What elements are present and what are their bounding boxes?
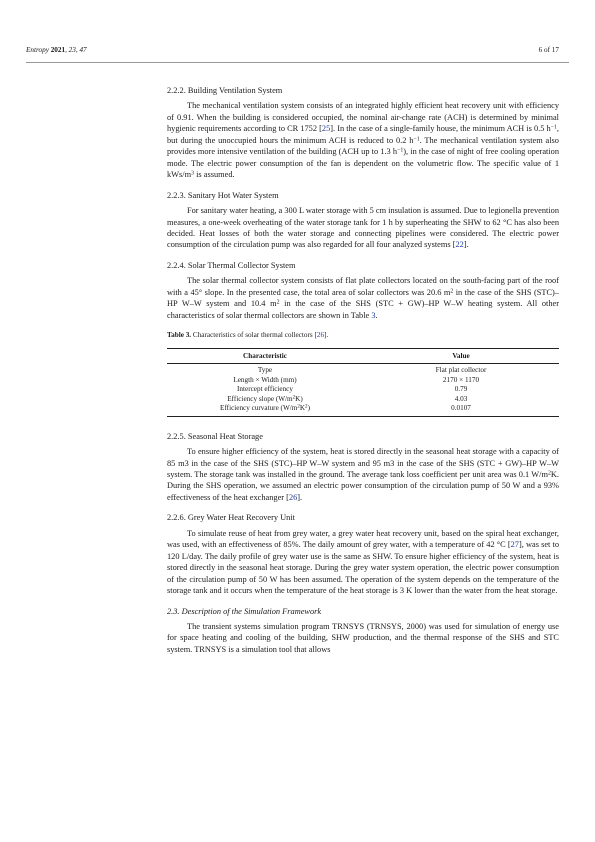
- table-cell: Intercept efficiency: [237, 385, 293, 394]
- superscript: 2: [305, 404, 308, 410]
- paragraph-sanitary-hot-water: [167, 205, 559, 251]
- superscript: 2: [547, 470, 551, 477]
- text: The solar thermal collector system consists of flat plate collectors located on the south-facing part of the roof with a 45° slope. In the presented case, the total area of solar collectors was 20.6 m: [167, 276, 559, 297]
- table-row: [167, 404, 559, 416]
- column-header-value: Value: [363, 348, 559, 364]
- table-row: [167, 364, 559, 376]
- citation-link[interactable]: 26: [288, 492, 298, 502]
- table-cell: Flat plat collector: [435, 366, 487, 375]
- text: ].: [463, 240, 469, 250]
- citation-link[interactable]: 27: [510, 540, 519, 550]
- text: is assumed.: [194, 170, 235, 180]
- table-row: [167, 395, 559, 405]
- text: ].: [324, 331, 329, 340]
- header-rule: [26, 62, 569, 63]
- text: K): [295, 394, 303, 403]
- citation-link[interactable]: 25: [321, 124, 331, 134]
- solar-collector-table: [167, 348, 559, 417]
- column-header-characteristic: Characteristic: [167, 348, 363, 364]
- table-cell: Type: [257, 366, 273, 375]
- text: The mechanical ventilation system consists of an integrated highly efficient heat recovery unit with efficiency of 0.91. When the building is considered occupied, the nominal air-change rate (ACH) is determined by minimal hygienic requirements according to CR 1752 [: [167, 101, 559, 134]
- table-row: [167, 376, 559, 386]
- superscript: −1: [413, 136, 420, 143]
- section-title-ventilation: 2.2.2. Building Ventilation System: [167, 86, 283, 95]
- paragraph-solar-thermal: [167, 275, 559, 321]
- superscript: 2: [292, 395, 296, 401]
- text: For sanitary water heating, a 300 L water storage with 5 cm insulation is assumed. Due to legionella prevention measures, a one-week overheating of the water storage tank for 1 h by superheating the SHW to 62 °C has also been decided. Heat losses of both the water storage and connecting pipelines were considered. The electric power consumption of the circulation pump was also regarded for all four analyzed systems [: [167, 206, 559, 250]
- section-title-simulation-framework: 2.3. Description of the Simulation Framework: [167, 606, 322, 616]
- superscript: 2: [450, 288, 454, 295]
- journal-citation: [26, 46, 87, 54]
- page-header: [26, 46, 569, 60]
- section-title-grey-water: 2.2.6. Grey Water Heat Recovery Unit: [167, 513, 295, 523]
- page-number: 6 of 17: [538, 46, 559, 54]
- journal-name: Entropy: [26, 46, 49, 54]
- table-cell: [167, 404, 363, 416]
- superscript: −1: [550, 124, 557, 131]
- text: in the case of the SHS (STC + GW)–HP W–W heating system. All other characteristics of solar thermal collectors are shown in Table: [167, 299, 559, 320]
- text: K: [299, 404, 306, 413]
- text: ]. In the case of a single-family house, the minimum ACH is 0.5 h: [330, 124, 551, 134]
- text: To simulate reuse of heat from grey water, a grey water heat recovery unit, based on the spiral heat exchanger, was used, with an effectiveness of 85%. The daily amount of grey water, with a temperature of 42 °C [: [167, 528, 559, 550]
- table-cell: 2170 × 1170: [442, 375, 480, 384]
- text: Efficiency curvature (W/m: [220, 404, 298, 413]
- text: .: [375, 310, 378, 320]
- paragraph-grey-water: [167, 528, 559, 597]
- table-cell: [167, 395, 363, 405]
- text: ): [307, 404, 310, 413]
- paragraph-simulation-framework: The transient systems simulation program TRNSYS (TRNSYS, 2000) was used for simulation of energy use for space heating and cooling of the building, SHW production, and the thermal response of the SHS and STC system. TRNSYS is a simulation tool that allows: [167, 621, 559, 654]
- journal-volume: , 23, 47: [65, 46, 87, 54]
- text: Efficiency slope (W/m: [227, 394, 293, 403]
- citation-link[interactable]: 26: [316, 331, 325, 340]
- table-row: [167, 385, 559, 395]
- text: . The mechanical ventilation system also provides more intensive ventilation of the building (ACH up to 1.3 h: [167, 135, 559, 157]
- text: K. During the SHS operation, we assumed an electric power consumption of the circulation pump of 50 W and a 93% effectiveness of the heat exchanger [: [167, 469, 559, 502]
- superscript: 2: [276, 299, 280, 306]
- text: Characteristics of solar thermal collectors [: [191, 331, 317, 340]
- section-title-seasonal-storage: 2.2.5. Seasonal Heat Storage: [167, 431, 263, 441]
- superscript: −1: [397, 147, 404, 154]
- text: To ensure higher efficiency of the system, heat is stored directly in the seasonal heat storage with a capacity of 85 m3 in the case of the SHS (STC)–HP W–W system and 95 m3 in the case of the SHS (STC + GW)–HP W–W system. The storage tank was installed in the ground. The average tank loss coefficient per unit area was 0.1 W/m: [167, 447, 559, 479]
- journal-year: 2021: [50, 46, 66, 54]
- table-cell: Length × Width (mm): [233, 375, 297, 384]
- text: , but during the unoccupied hours the minimum ACH is reduced to 0.2 h: [167, 124, 559, 145]
- table-caption: [167, 330, 559, 341]
- text: ), in the case of night of free cooling operation mode. The electric power consumption of the fan is dependent on the volumetric flow. The specific value of 1 kWs/m: [167, 147, 560, 180]
- table-label: Table 3.: [167, 331, 192, 340]
- superscript: 3: [191, 170, 195, 177]
- table-cell: 0.0107: [363, 404, 559, 416]
- table-header-row: [167, 348, 559, 364]
- section-title-solar-thermal: 2.2.4. Solar Thermal Collector System: [167, 260, 296, 270]
- citation-link[interactable]: 22: [455, 240, 464, 250]
- superscript: 2: [297, 404, 300, 410]
- section-title-sanitary-hot-water: 2.2.3. Sanitary Hot Water System: [167, 190, 279, 200]
- page-body: [167, 85, 559, 655]
- text: ].: [297, 492, 303, 502]
- paragraph-seasonal-storage: [167, 446, 559, 503]
- text: ], was set to 120 L/day. The daily profile of grey water use is the same as SHW. To ensure higher efficiency of the system, heat is stored directly in the seasonal heat storage. During the grey water system operation, the electric power consumption of the circulation pump of 50 W has been assumed. The operation of the system depends on the temperature of the storage tank and it occurs when the temperature of the heat storage is 3 K lower than the water from the heat storage.: [167, 540, 560, 596]
- paragraph-ventilation: [167, 100, 559, 180]
- table-reference-link[interactable]: 3: [371, 310, 376, 320]
- text: in the case of the SHS (STC)–HP W–W system and 10.4 m: [167, 287, 559, 309]
- table-cell: 0.79: [454, 385, 468, 394]
- table-cell: 4.03: [454, 394, 468, 403]
